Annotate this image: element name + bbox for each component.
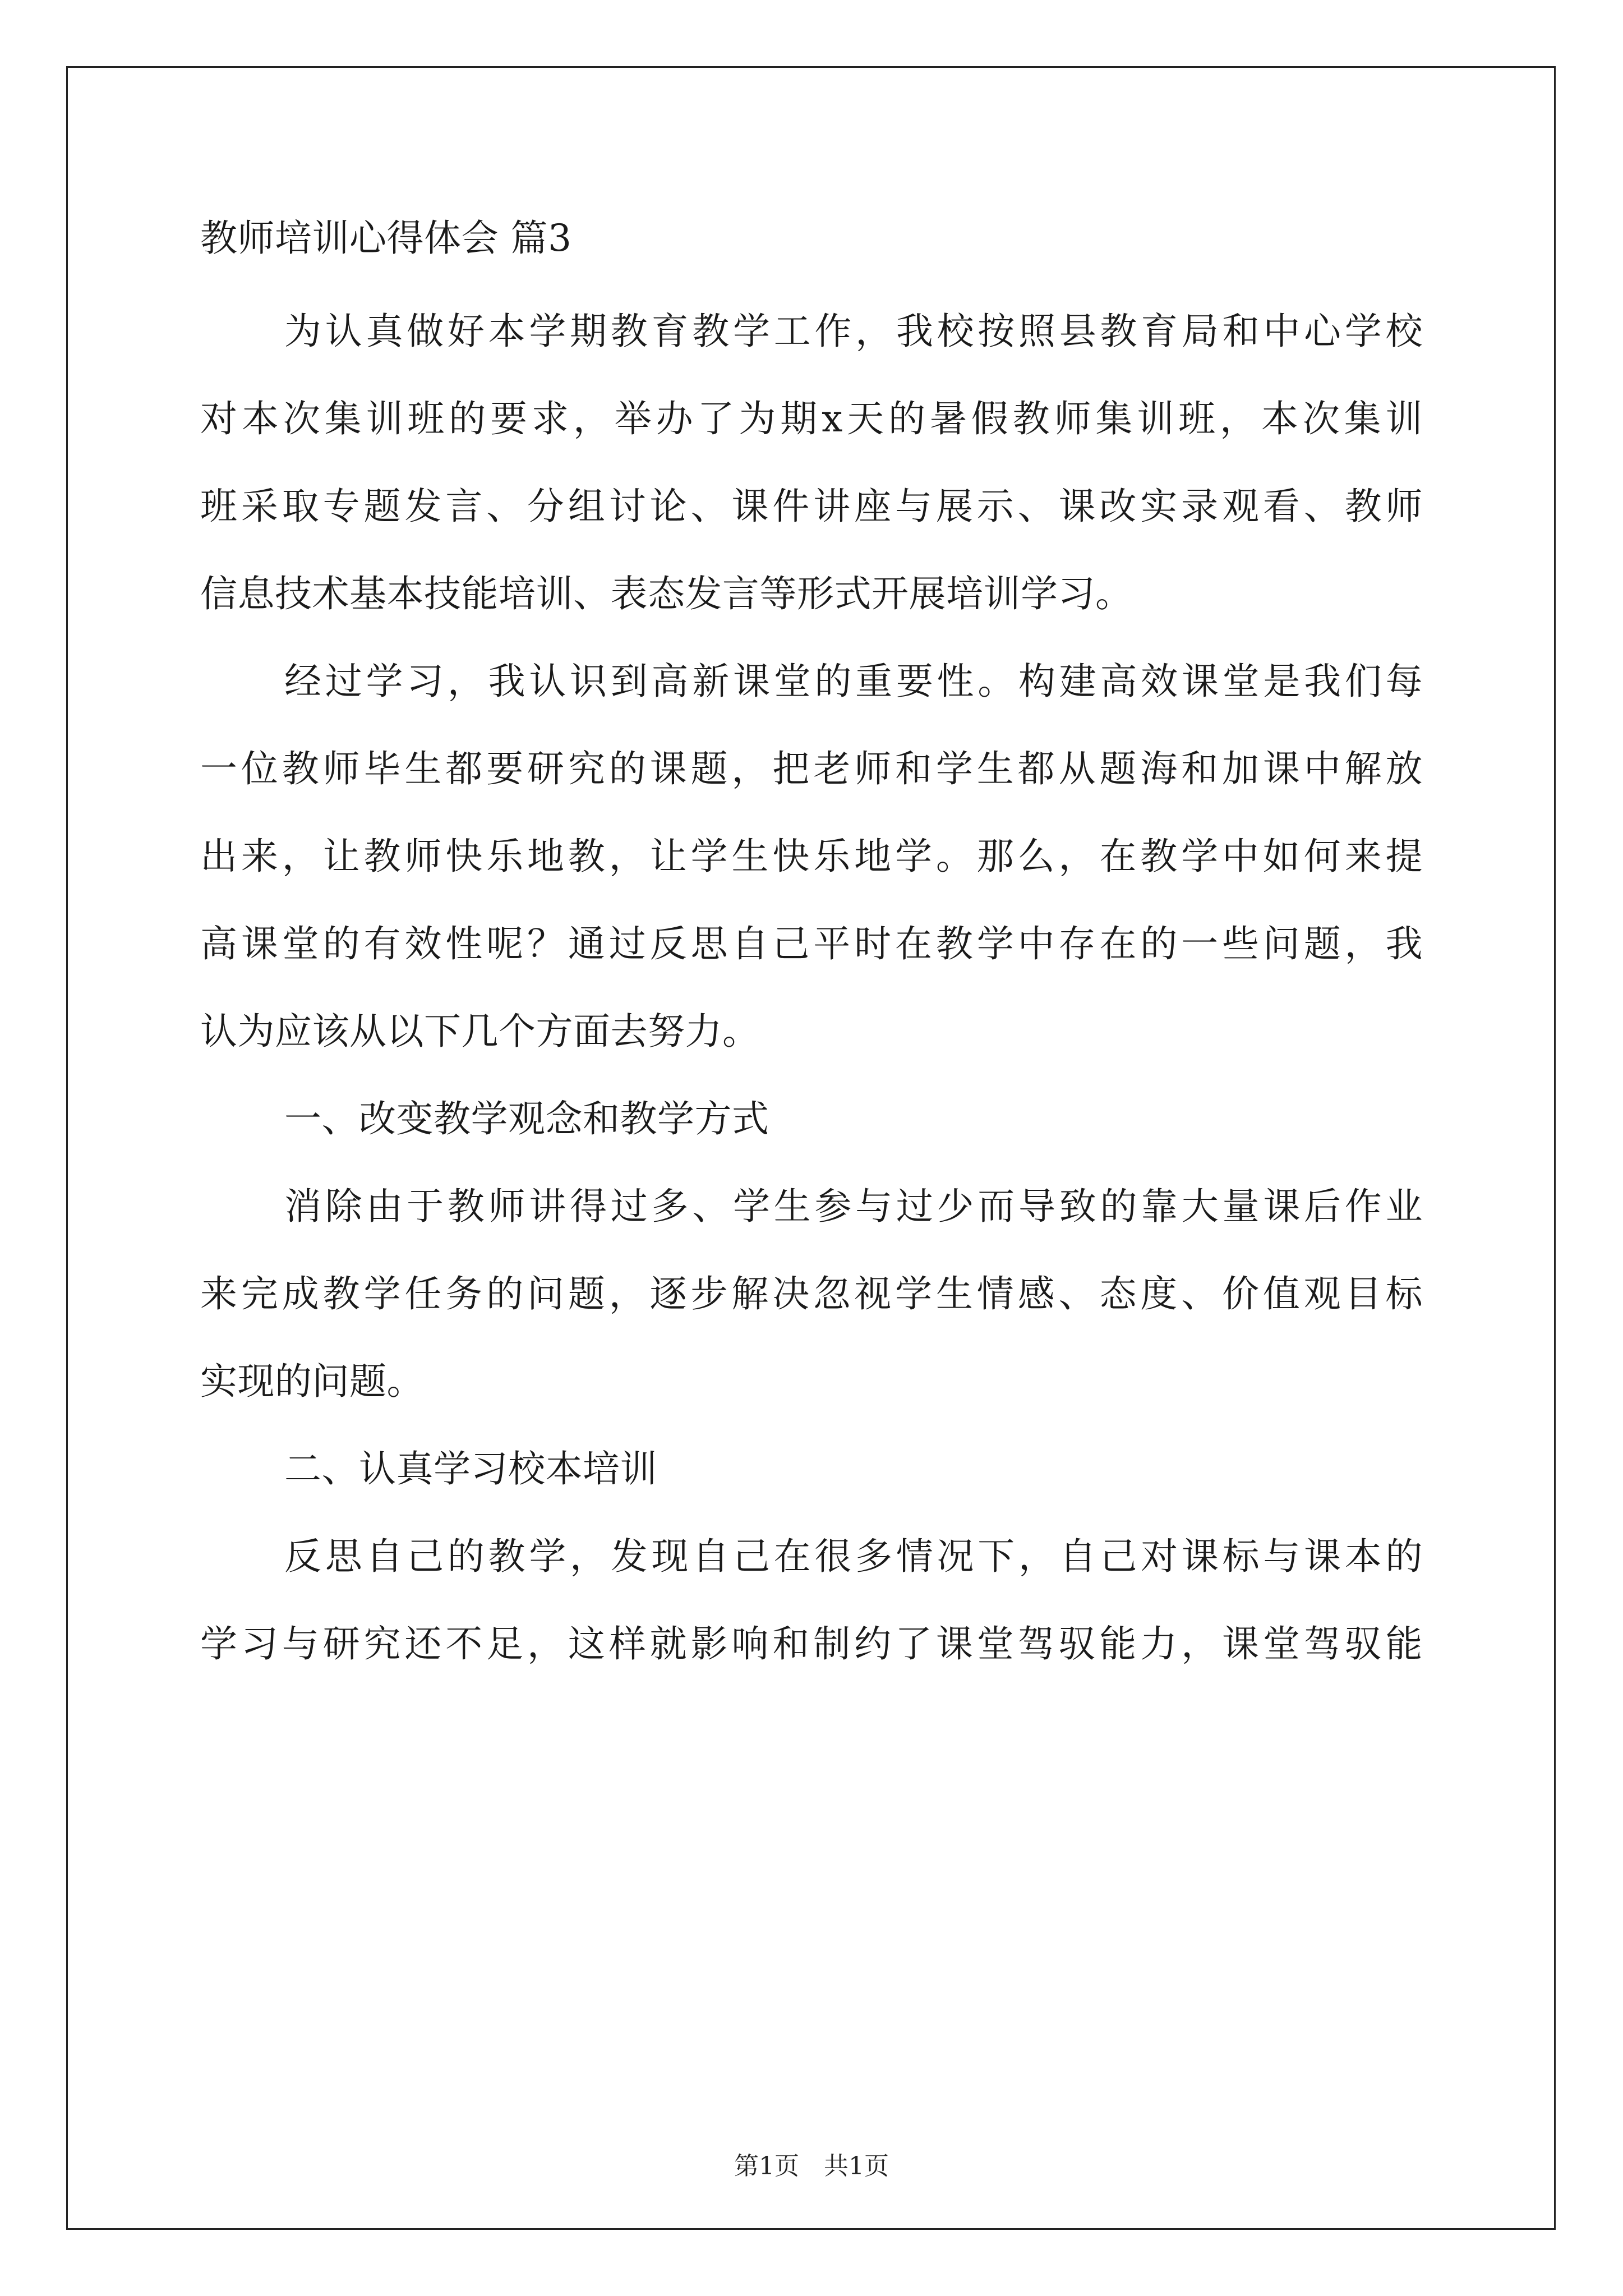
text-line: 消除由于教师讲得过多、学生参与过少而导致的靠大量课后作业 <box>284 1185 1423 1228</box>
text-line: 高课堂的有效性呢？通过反思自己平时在教学中存在的一些问题，我 <box>200 922 1423 965</box>
text-line: 认为应该从以下几个方面去努力。 <box>200 1010 760 1053</box>
text-line: 一、改变教学观念和教学方式 <box>284 1097 769 1140</box>
text-line: 经过学习，我认识到高新课堂的重要性。构建高效课堂是我们每 <box>284 660 1423 703</box>
text-line: 一位教师毕生都要研究的课题，把老师和学生都从题海和加课中解放 <box>200 747 1423 790</box>
text-line: 对本次集训班的要求，举办了为期x天的暑假教师集训班，本次集训 <box>200 397 1423 440</box>
text-line: 来完成教学任务的问题，逐步解决忽视学生情感、态度、价值观目标 <box>200 1272 1423 1315</box>
text-line: 班采取专题发言、分组讨论、课件讲座与展示、课改实录观看、教师 <box>200 485 1423 528</box>
text-line: 出来，让教师快乐地教，让学生快乐地学。那么，在教学中如何来提 <box>200 835 1423 878</box>
text-line: 实现的问题。 <box>200 1360 424 1403</box>
text-line: 反思自己的教学，发现自己在很多情况下，自己对课标与课本的 <box>284 1535 1423 1578</box>
document-title: 教师培训心得体会 篇3 <box>200 217 572 260</box>
document-body <box>200 217 1423 1688</box>
document-text <box>200 288 1423 1688</box>
text-line: 为认真做好本学期教育教学工作，我校按照县教育局和中心学校 <box>284 310 1423 353</box>
text-line: 二、认真学习校本培训 <box>284 1447 657 1490</box>
page-footer: 第1页 共1页 <box>734 2152 889 2180</box>
text-line: 信息技术基本技能培训、表态发言等形式开展培训学习。 <box>200 572 1133 615</box>
text-line: 学习与研究还不足，这样就影响和制约了课堂驾驭能力，课堂驾驭能 <box>200 1622 1423 1665</box>
